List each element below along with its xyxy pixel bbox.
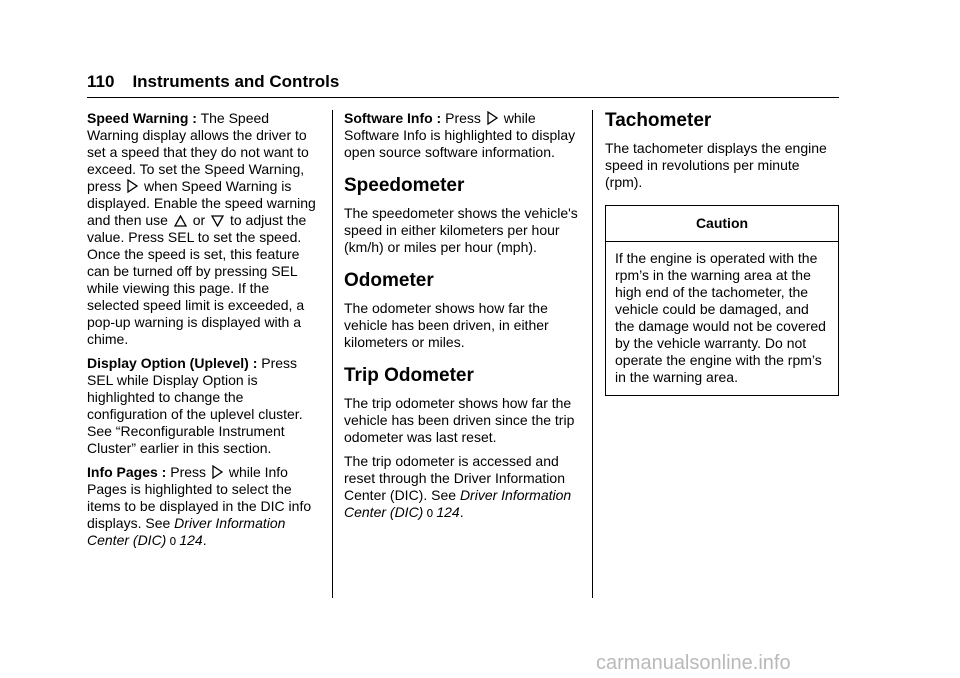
- paragraph-text: The Speed Warning display allows the driver to set a speed that they do not want to exceed. To set the Speed Warning, press: [87, 110, 309, 194]
- tachometer-paragraph: The tachometer displays the engine speed in revolutions per minute (rpm).: [605, 140, 827, 190]
- caution-text: If the engine is operated with the rpm’s in the warning area at the high end of the tachometer, the vehicle could be damaged, and the damage would not be covered by the vehicle warranty. Do not operate the engine with the rpm’s in the warning area.: [615, 250, 826, 385]
- dic-reference-link[interactable]: Driver Information Center (DIC): [87, 515, 286, 548]
- paragraph-text: Press: [170, 464, 207, 480]
- column-divider: [332, 110, 333, 598]
- paragraph-text: when Speed Warning is displayed. Enable the speed warning and then use: [87, 178, 316, 228]
- paragraph-text: or: [192, 212, 206, 228]
- speed-warning-term: Speed Warning :: [87, 110, 197, 126]
- column-2: [344, 110, 580, 529]
- info-pages-term: Info Pages :: [87, 464, 167, 480]
- column-1: [87, 110, 322, 557]
- caution-title: Caution: [606, 206, 838, 242]
- info-pages-paragraph: [87, 464, 322, 550]
- tachometer-heading: Tachometer: [605, 110, 712, 131]
- speedometer-paragraph: The speedometer shows the vehicle's speed in either kilometers per hour (km/h) or miles per hour (mph).: [344, 205, 578, 255]
- software-info-term: Software Info :: [344, 110, 442, 126]
- page-number: 110: [87, 72, 115, 91]
- triangle-up-icon: [174, 215, 187, 227]
- column-divider: [592, 110, 593, 598]
- display-option-paragraph: [87, 355, 322, 457]
- paragraph-text: Press SEL while Display Option is highlighted to change the configuration of the uplevel cluster. See “Reconfigurable Instrument Cluster” earlier in this section.: [87, 355, 303, 456]
- paragraph-text: Press: [445, 110, 481, 126]
- dic-reference-link[interactable]: Driver Information Center (DIC): [344, 487, 572, 520]
- trip-odometer-reset-paragraph: [344, 453, 580, 522]
- triangle-right-icon: [127, 179, 138, 193]
- paragraph-text: while Software Info is highlighted to display open source software information.: [344, 110, 576, 160]
- paragraph-text: The trip odometer is accessed and reset through the Driver Information Center (DIC). See: [344, 453, 565, 503]
- paragraph-text: while Info Pages is highlighted to select the items to be displayed in the DIC info displays. See: [87, 464, 312, 531]
- trip-odometer-heading: Trip Odometer: [344, 365, 474, 386]
- watermark: carmanualsonline.info: [596, 652, 791, 674]
- speedometer-heading: Speedometer: [344, 175, 465, 196]
- caution-box: [605, 205, 839, 396]
- header-rule: [87, 97, 839, 98]
- triangle-right-icon: [212, 465, 223, 479]
- triangle-right-icon: [487, 111, 498, 125]
- odometer-heading: Odometer: [344, 270, 434, 291]
- page-reference-icon: 0: [426, 507, 434, 520]
- column-3: [605, 110, 839, 396]
- section-title: Instruments and Controls: [132, 72, 340, 91]
- paragraph-text: to adjust the value. Press SEL to set the speed. Once the speed is set, this feature can be turned off by pressing SEL while viewing this page. If the selected speed limit is exceeded, a pop-up warning is displayed with a chime.: [87, 212, 307, 347]
- software-info-paragraph: [344, 110, 580, 161]
- page-reference-number[interactable]: 124: [179, 532, 203, 548]
- punctuation: .: [202, 532, 207, 548]
- odometer-paragraph: The odometer shows how far the vehicle has been driven, in either kilometers or miles.: [344, 300, 549, 350]
- page-reference-icon: 0: [169, 535, 177, 548]
- speed-warning-paragraph: [87, 110, 322, 348]
- page-reference-number[interactable]: 124: [436, 504, 460, 520]
- triangle-down-icon: [211, 215, 224, 227]
- punctuation: .: [459, 504, 464, 520]
- page-header: [87, 72, 339, 92]
- display-option-term: Display Option (Uplevel) :: [87, 355, 258, 371]
- trip-odometer-paragraph: The trip odometer shows how far the vehicle has been driven since the trip odometer was last reset.: [344, 395, 575, 445]
